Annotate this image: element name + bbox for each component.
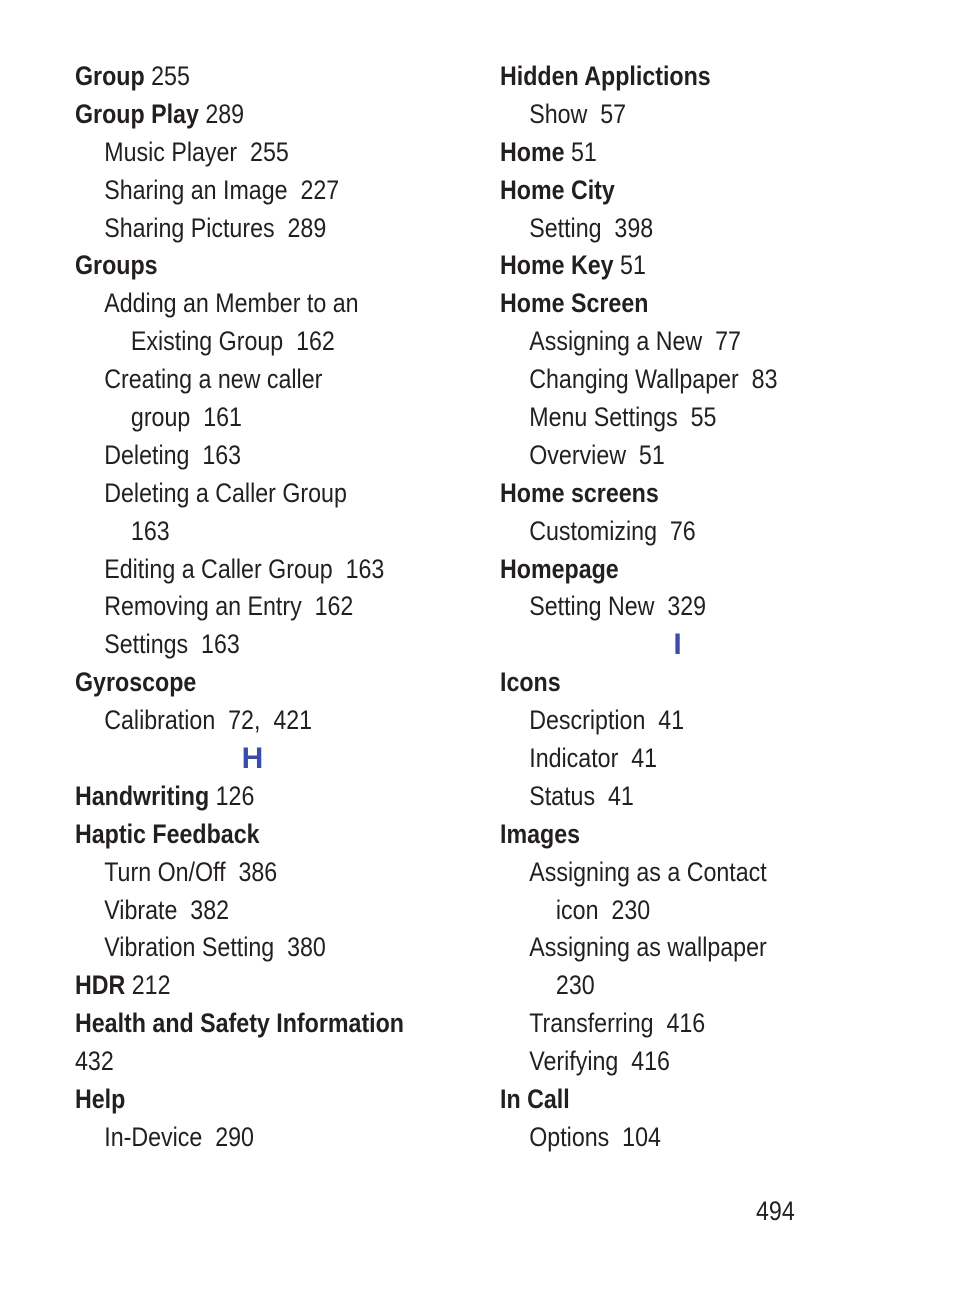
index-term: Home City [500, 174, 615, 205]
index-section-letter: I [673, 628, 682, 662]
index-entry [75, 247, 419, 285]
index-pages: 289 [205, 98, 245, 129]
index-subentry [500, 210, 844, 248]
index-pages: Removing an Entry 162 [104, 591, 354, 622]
index-term: Home Screen [500, 288, 649, 319]
index-term: Health and Safety Information [75, 1008, 405, 1039]
index-term: Groups [75, 250, 158, 281]
index-pages: Creating a new caller [104, 364, 323, 395]
index-subentry [75, 172, 419, 210]
index-subentry [75, 323, 419, 361]
index-entry [75, 967, 419, 1005]
index-subentry [500, 740, 844, 778]
index-entry [500, 816, 844, 854]
index-pages: icon 230 [555, 894, 651, 925]
index-entry [75, 1081, 419, 1119]
index-entry [500, 247, 844, 285]
index-subentry [75, 437, 419, 475]
index-entry [500, 664, 844, 702]
index-subentry [75, 285, 419, 323]
index-pages: Sharing an Image 227 [104, 174, 340, 205]
index-pages: Customizing 76 [529, 515, 696, 546]
index-pages: In-Device 290 [104, 1121, 254, 1152]
index-pages: 230 [555, 970, 595, 1001]
index-pages: Assigning as wallpaper [529, 932, 767, 963]
index-subentry [75, 399, 419, 437]
index-pages: 432 [75, 1046, 114, 1077]
index-pages: Deleting 163 [104, 439, 242, 470]
index-term: Home Key [500, 250, 614, 281]
index-entry [75, 58, 419, 96]
index-pages: 51 [620, 250, 646, 281]
index-term: Hidden Applictions [500, 61, 711, 91]
index-term: Group [75, 61, 145, 91]
index-column-left [75, 58, 475, 1157]
index-pages: Vibration Setting 380 [104, 932, 326, 963]
index-term: Homepage [500, 553, 619, 584]
index-subentry [75, 513, 419, 551]
index-subentry [500, 323, 844, 361]
index-subentry [500, 588, 844, 626]
index-subentry [75, 361, 419, 399]
index-subentry [75, 1043, 419, 1081]
index-subentry [500, 1005, 844, 1043]
index-pages: 255 [151, 61, 190, 91]
index-term: Images [500, 818, 581, 849]
index-term: Haptic Feedback [75, 818, 260, 849]
index-entry [500, 475, 844, 513]
index-entry [75, 816, 419, 854]
index-subentry [500, 929, 844, 967]
index-pages: Deleting a Caller Group [104, 477, 347, 508]
index-pages: Settings 163 [104, 629, 240, 660]
index-entry [500, 58, 844, 96]
index-entry [75, 778, 419, 816]
index-subentry [75, 1119, 419, 1157]
index-term: Home [500, 136, 565, 167]
index-pages: Adding an Member to an [104, 288, 359, 319]
index-subentry [75, 475, 419, 513]
page-number: 494 [756, 1196, 795, 1226]
index-pages: 51 [570, 136, 597, 167]
index-pages: Show 57 [529, 98, 627, 129]
index-subentry [500, 399, 844, 437]
index-pages: Calibration 72, 421 [104, 705, 313, 736]
index-term: In Call [500, 1084, 570, 1115]
index-pages: Verifying 416 [529, 1046, 670, 1077]
index-pages: Setting 398 [529, 212, 654, 243]
index-term: Help [75, 1084, 126, 1115]
index-subentry [75, 929, 419, 967]
index-subentry [500, 96, 844, 134]
index-term: Home screens [500, 477, 659, 508]
index-pages: 212 [131, 970, 171, 1001]
index-term: Group Play [75, 98, 199, 129]
index-term: Icons [500, 667, 561, 698]
index-pages: Vibrate 382 [104, 894, 230, 925]
index-term: HDR [75, 970, 126, 1001]
index-subentry [500, 967, 844, 1005]
index-subentry [500, 702, 844, 740]
index-pages: Menu Settings 55 [529, 402, 717, 433]
index-pages: group 161 [130, 402, 242, 433]
index-entry [75, 1005, 419, 1043]
index-entry [75, 96, 419, 134]
index-subentry [75, 134, 419, 172]
index-subentry [500, 1043, 844, 1081]
index-pages: Existing Group 162 [130, 326, 335, 357]
index-pages: Turn On/Off 386 [104, 856, 278, 887]
index-subentry [75, 892, 419, 930]
index-pages: Assigning a New 77 [529, 326, 741, 357]
index-subentry [75, 588, 419, 626]
index-subentry [75, 551, 419, 589]
index-pages: Description 41 [529, 705, 685, 736]
index-pages: Status 41 [529, 780, 634, 811]
index-subentry [75, 702, 419, 740]
index-entry [500, 172, 844, 210]
index-pages: Indicator 41 [529, 743, 658, 774]
index-entry [500, 551, 844, 589]
index-pages: Music Player 255 [104, 136, 289, 167]
index-subentry [500, 361, 844, 399]
index-subentry [500, 513, 844, 551]
index-pages: Changing Wallpaper 83 [529, 364, 778, 395]
index-pages: Editing a Caller Group 163 [104, 553, 385, 584]
index-entry [500, 134, 844, 172]
index-pages: 126 [215, 780, 255, 811]
index-pages: Sharing Pictures 289 [104, 212, 327, 243]
index-pages: Assigning as a Contact [529, 856, 767, 887]
index-subentry [500, 437, 844, 475]
index-subentry [500, 1119, 844, 1157]
index-subentry [500, 892, 844, 930]
index-pages: Setting New 329 [529, 591, 707, 622]
index-subentry [500, 854, 844, 892]
index-pages: Transferring 416 [529, 1008, 706, 1039]
index-pages: Overview 51 [529, 439, 665, 470]
index-entry [500, 285, 844, 323]
index-section-letter: H [241, 742, 264, 776]
index-term: Handwriting [75, 780, 210, 811]
index-entry [500, 1081, 844, 1119]
index-subentry [500, 778, 844, 816]
index-subentry [75, 854, 419, 892]
index-term: Gyroscope [75, 667, 197, 698]
index-column-right [500, 58, 900, 1157]
index-subentry [75, 626, 419, 664]
index-subentry [75, 210, 419, 248]
index-pages: Options 104 [529, 1121, 661, 1152]
index-pages: 163 [130, 515, 170, 546]
index-entry [75, 664, 419, 702]
